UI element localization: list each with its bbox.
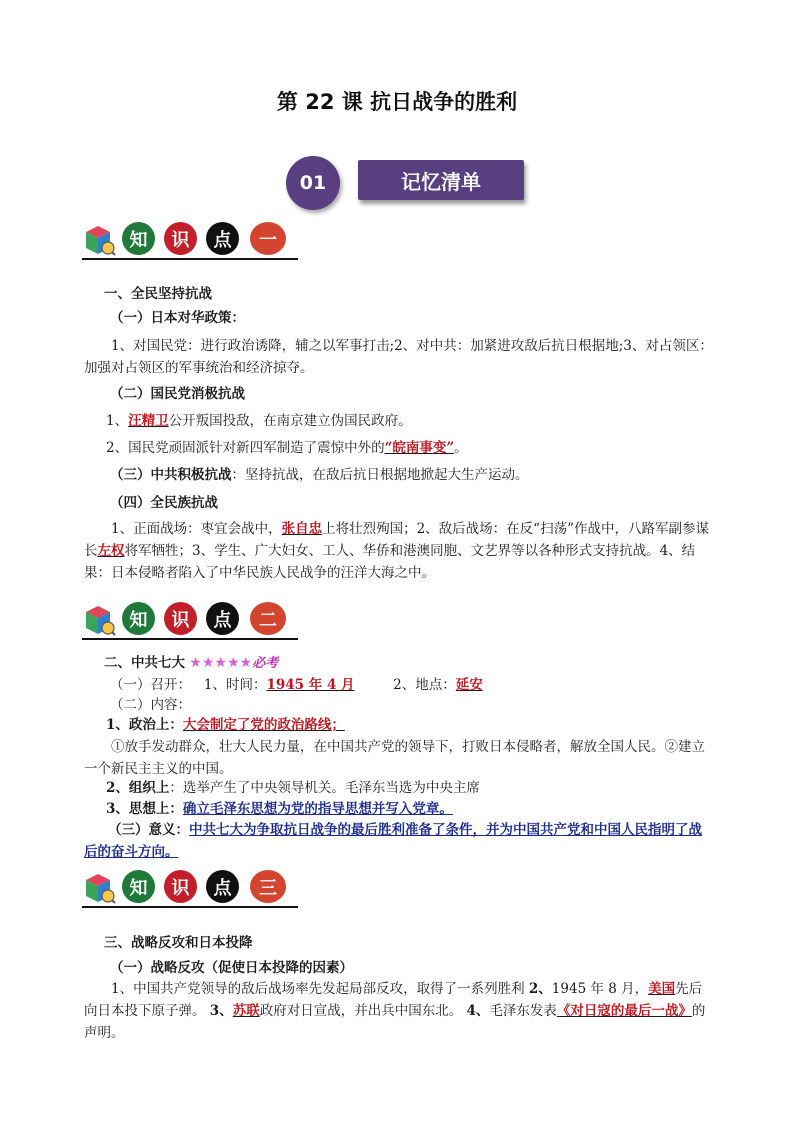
kp-shi: 识: [164, 602, 197, 635]
section2-heading: 二、中共七大: [104, 655, 185, 671]
kp-shi: 识: [164, 870, 197, 903]
subheading: （三）中共积极抗战: [110, 467, 232, 483]
kp-underline: [82, 258, 298, 260]
subheading: 3、思想上：: [106, 801, 183, 817]
section2-r1: [110, 674, 740, 696]
cube-icon: [82, 604, 116, 636]
section2-heading-row: [104, 652, 734, 675]
key-term: 《对日寇的最后一战》: [556, 1003, 692, 1019]
text: 政府对日宣战，并出兵中国东北。: [259, 1003, 467, 1019]
text: 将军牺牲；3、学生、广大妇女、工人、华侨和港澳同胞、文艺界等以各种形式支持抗战。4、结果：日本侵略者陷入了中华民族人民战争的汪洋大海之中。: [84, 543, 696, 581]
text: 的声明。: [84, 1003, 706, 1041]
kp-number: 三: [250, 870, 286, 903]
kp-shi: 识: [164, 222, 197, 255]
text: 上将壮烈殉国；2、敌后战场：在反“扫荡”作战中，八路军副参谋长: [84, 521, 709, 559]
section1-sub4: （四）全民族抗战: [110, 495, 218, 511]
section3-heading: 三、战略反攻和日本投降: [104, 935, 253, 951]
text: 1、正面战场：枣宜会战中，: [111, 521, 282, 537]
cube-icon: [82, 872, 116, 904]
text: 1、: [106, 413, 129, 429]
section1-p1: 1、对国民党：进行政治诱降，辅之以军事打击;2、对中共：加紧进攻敌后抗日根据地;3、对占领区：加强对占领区的军事统治和经济掠夺。: [84, 338, 713, 376]
text: 1945 年 8 月，: [551, 981, 649, 997]
text: 毛泽东发表: [489, 1003, 557, 1019]
text: 4、: [466, 1003, 490, 1019]
knowledge-point-header-3: [82, 868, 298, 908]
key-statement: 中共七大为争取抗日战争的最后胜利准备了条件，并为中国共产党和中国人民指明了战后的奋斗方向。: [84, 822, 702, 860]
key-term: 苏联: [232, 1003, 260, 1019]
key-term: 大会制定了党的政治路线；: [182, 717, 345, 733]
section1-heading: 一、全民坚持抗战: [104, 286, 212, 302]
section2-r4: [106, 777, 736, 799]
section3-p1: [84, 978, 714, 1044]
section3-sub1: （一）战略反攻（促使日本投降的因素）: [110, 960, 353, 976]
text: 3、: [209, 1003, 233, 1019]
section1-sub2: （二）国民党消极抗战: [110, 386, 245, 402]
key-term: 张自忠: [281, 521, 323, 537]
page-title: 第 22 课 抗日战争的胜利: [276, 90, 518, 114]
text: （一）召开：: [110, 677, 191, 693]
kp-dian: 点: [206, 870, 239, 903]
key-term: 1945 年 4 月: [266, 677, 355, 693]
kp-number: 一: [250, 222, 286, 255]
banner-number: 01: [286, 156, 340, 210]
text: 2、国民党顽固派针对新四军制造了震惊中外的: [106, 440, 385, 456]
kp-zhi: 知: [122, 222, 155, 255]
text: ：坚持抗战，在敌后抗日根据地掀起大生产运动。: [231, 467, 529, 483]
cube-icon: [82, 224, 116, 256]
section2-p1: ①放手发动群众，壮大人民力量，在中国共产党的领导下，打败日本侵略者，解放全国人民。②建立一个新民主主义的中国。: [84, 739, 705, 777]
section2-r3: [106, 714, 736, 736]
key-term: 左权: [97, 543, 125, 559]
section1-p3: [106, 437, 736, 459]
section-banner: [286, 156, 526, 212]
text: 先后向日本投下原子弹。: [84, 981, 703, 1019]
star-rating: ★★★★★: [189, 655, 253, 671]
kp-dian: 点: [206, 222, 239, 255]
text: 1、中国共产党领导的敌后战场率先发起局部反攻，取得了一系列胜利: [111, 981, 529, 997]
text: 公开叛国投敌，在南京建立伪国民政府。: [168, 413, 412, 429]
section2-r6: [84, 819, 714, 863]
text: ：选举产生了中央领导机关。毛泽东当选为中央主席: [169, 780, 480, 796]
knowledge-point-header-1: [82, 220, 298, 260]
text: 1、时间：: [203, 677, 267, 693]
banner-label: 记忆清单: [358, 160, 524, 200]
key-term: 汪精卫: [128, 413, 169, 429]
section1-p2: [106, 410, 736, 432]
kp-zhi: 知: [122, 870, 155, 903]
text: ：: [175, 822, 189, 838]
section1-sub3: [110, 464, 740, 486]
section1-p4: [84, 518, 714, 584]
subheading: 1、政治上：: [106, 717, 183, 733]
kp-number: 二: [250, 602, 286, 635]
key-statement: 确立毛泽东思想为党的指导思想并写入党章。: [182, 801, 453, 817]
key-term: 美国: [648, 981, 676, 997]
section1-sub1: （一）日本对华政策：: [110, 310, 245, 326]
section2-r2: （二）内容：: [110, 697, 191, 713]
text: 2、: [528, 981, 552, 997]
kp-zhi: 知: [122, 602, 155, 635]
kp-dian: 点: [206, 602, 239, 635]
text: 2、地点：: [393, 677, 456, 693]
must-test-badge: 必考: [252, 656, 279, 671]
text: 。: [454, 440, 468, 456]
kp-underline: [82, 638, 298, 640]
section2-r5: [106, 798, 736, 820]
subheading: （三）意义: [108, 822, 176, 838]
key-term: 延安: [455, 677, 483, 693]
subheading: 2、组织上: [106, 780, 170, 796]
knowledge-point-header-2: [82, 600, 298, 640]
key-term: “皖南事变”: [384, 440, 455, 456]
kp-underline: [82, 906, 298, 908]
